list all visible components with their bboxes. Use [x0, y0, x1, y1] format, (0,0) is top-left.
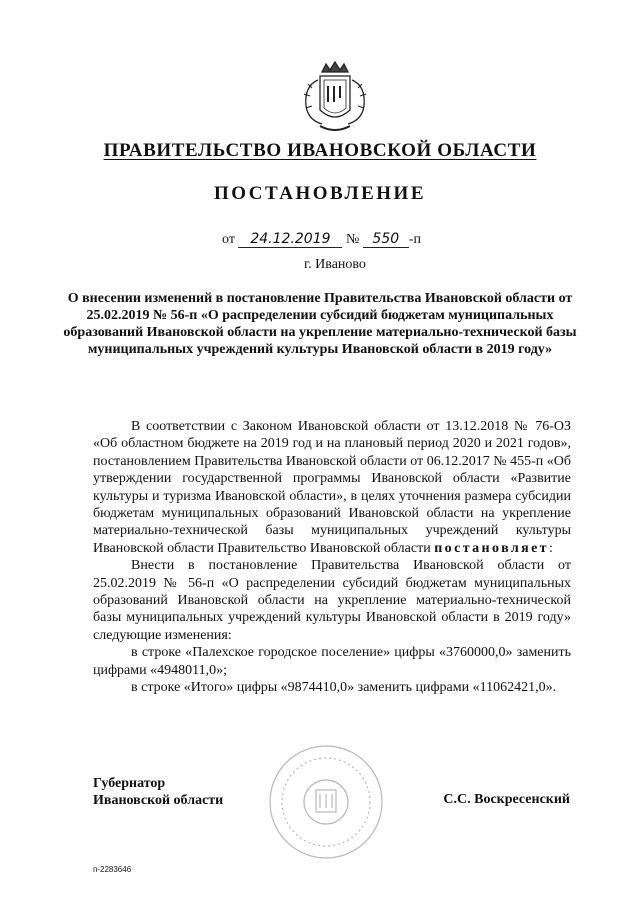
- handwritten-date: 24.12.2019: [238, 231, 342, 248]
- date-prefix: от: [222, 232, 235, 247]
- position-line: Губернатор: [93, 776, 166, 791]
- position-line: Ивановской области: [93, 793, 224, 808]
- paragraph: в строке «Итого» цифры «9874410,0» заменить цифрами «11062421,0».: [131, 680, 557, 696]
- document-type: ПОСТАНОВЛЕНИЕ: [213, 183, 427, 204]
- document-body: [93, 418, 571, 697]
- date-number-line: [222, 231, 421, 248]
- document-code: п-2283646: [93, 865, 132, 874]
- resolves-word: постановляет: [434, 540, 549, 556]
- organization-name: ПРАВИТЕЛЬСТВО ИВАНОВСКОЙ ОБЛАСТИ: [103, 140, 537, 161]
- handwritten-number: 550: [363, 231, 409, 248]
- number-suffix: -п: [408, 232, 421, 247]
- city: г. Иваново: [304, 257, 366, 272]
- document-title: О внесении изменений в постановление Правительства Ивановской области от 25.02.2019 № 56-п «О распределении субсидий бюджетам муниципальных образований Ивановской области на укрепление материально-технической базы муниципальных учреждений культуры Ивановской области в 2019 году»: [63, 291, 577, 357]
- paragraph: в строке «Палехское городское поселение» цифры «3760000,0» заменить цифрами «4948011,0»;: [93, 645, 571, 678]
- signatory-position: [93, 775, 223, 809]
- paragraph: В соответствии с Законом Ивановской области от 13.12.2018 № 76-ОЗ «Об областном бюджете на 2019 год и на плановый период 2020 и 2021 годов», постановлением Правительства Ивановской области от 06.12.2017 № 455-п «Об утверждении государственной программы Ивановской области «Развитие культуры и туризма Ивановской области», в целях уточнения размера субсидии бюджетам муниципальных образований Ивановской области на укрепление материально-технической базы муниципальных учреждений культуры Ивановской области Правительство Ивановской области постановляет:: [93, 419, 571, 556]
- coat-of-arms-emblem: [298, 58, 372, 136]
- official-seal: [262, 740, 390, 864]
- number-prefix: №: [345, 232, 360, 247]
- signatory-name: С.С. Воскресенский: [443, 792, 570, 807]
- paragraph: Внести в постановление Правительства Ивановской области от 25.02.2019 № 56-п «О распределении субсидий бюджетам муниципальных образований Ивановской области на укрепление материально-технической базы муниципальных учреждений культуры Ивановской области в 2019 году» следующие изменения:: [93, 558, 571, 643]
